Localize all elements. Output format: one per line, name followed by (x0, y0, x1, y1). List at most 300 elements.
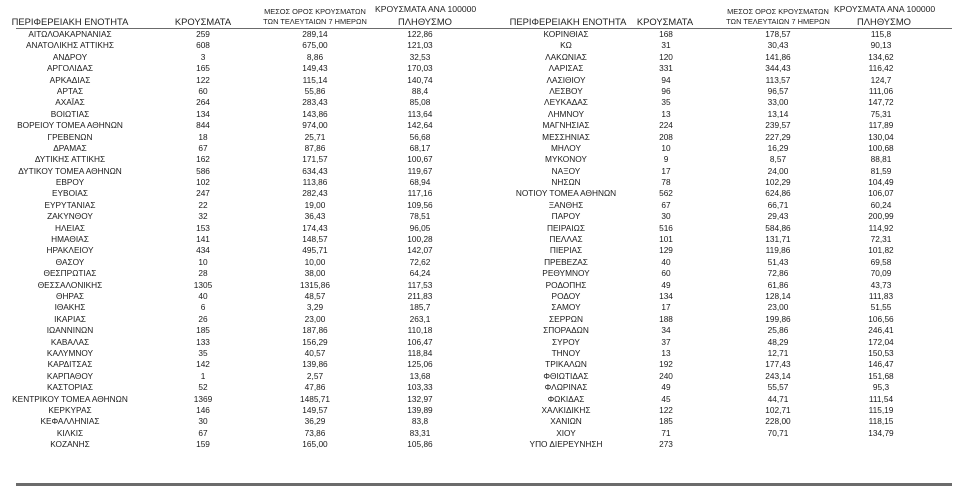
table-row (486, 314, 972, 325)
cases-cell: 60 (198, 85, 208, 96)
region-name-cell: ΦΛΩΡΙΝΑΣ (544, 382, 588, 393)
avg7-cell: 23,00 (304, 313, 326, 324)
cases-cell: 1 (200, 370, 206, 381)
cases-cell: 13 (661, 347, 671, 358)
cases-cell: 22 (198, 199, 208, 210)
cases-cell: 240 (659, 370, 673, 381)
table-row (0, 291, 486, 302)
avg7-cell: 12,71 (767, 347, 789, 358)
avg7-cell: 584,86 (765, 222, 791, 233)
cases-cell: 67 (661, 199, 671, 210)
cases-cell: 101 (659, 234, 673, 245)
table-row (486, 200, 972, 211)
cases-cell: 134 (196, 108, 210, 119)
cases-cell: 129 (659, 245, 673, 256)
table-row (486, 405, 972, 416)
cases-cell: 120 (659, 51, 673, 62)
region-name-cell: ΧΑΝΙΩΝ (550, 416, 582, 427)
cases-cell: 133 (196, 336, 210, 347)
avg7-cell: 10,00 (304, 256, 326, 267)
cases-cell: 165 (196, 63, 210, 74)
table-row (0, 416, 486, 427)
avg7-cell: 156,29 (302, 336, 328, 347)
region-name-cell: ΑΙΤΩΛΟΑΚΑΡΝΑΝΙΑΣ (28, 29, 112, 39)
cases-cell: 30 (198, 416, 208, 427)
region-name-cell: ΣΥΡΟΥ (552, 336, 580, 347)
left-table-body (0, 29, 486, 450)
left-header-avg-line2: ΤΩΝ ΤΕΛΕΥΤΑΙΩΝ 7 ΗΜΕΡΩΝ (263, 17, 367, 26)
avg7-cell: 48,57 (304, 290, 326, 301)
avg7-cell: 282,43 (302, 188, 328, 199)
region-name-cell: ΚΑΒΑΛΑΣ (50, 336, 90, 347)
avg7-cell: 139,86 (302, 359, 328, 370)
avg7-cell: 243,14 (765, 370, 791, 381)
table-row (486, 280, 972, 291)
per100k-cell: 96,05 (409, 222, 431, 233)
region-name-cell: ΒΟΡΕΙΟΥ ΤΟΜΕΑ ΑΘΗΝΩΝ (17, 120, 123, 131)
region-name-cell: ΡΟΔΟΠΗΣ (545, 279, 587, 290)
table-row (0, 245, 486, 256)
cases-cell: 141 (196, 234, 210, 245)
avg7-cell: 131,71 (765, 234, 791, 245)
cases-cell: 122 (196, 74, 210, 85)
per100k-cell: 83,8 (411, 416, 429, 427)
table-row (0, 154, 486, 165)
region-name-cell: ΗΛΕΙΑΣ (54, 222, 86, 233)
table-row (486, 177, 972, 188)
cases-cell: 71 (661, 427, 671, 438)
per100k-cell: 146,47 (868, 359, 894, 370)
region-name-cell: ΕΥΡΥΤΑΝΙΑΣ (44, 199, 96, 210)
region-name-cell: ΠΙΕΡΙΑΣ (549, 245, 583, 256)
avg7-cell: 25,86 (767, 325, 789, 336)
region-name-cell: ΓΡΕΒΕΝΩΝ (47, 131, 93, 142)
region-name-cell: ΑΡΓΟΛΙΔΑΣ (47, 63, 93, 74)
avg7-cell: 115,14 (302, 74, 328, 85)
avg7-cell: 178,57 (765, 29, 791, 39)
per100k-cell: 111,83 (868, 290, 894, 301)
table-row (486, 359, 972, 370)
avg7-cell: 113,57 (765, 74, 791, 85)
region-name-cell: ΖΑΚΥΝΘΟΥ (47, 211, 93, 222)
per100k-cell: 118,15 (868, 416, 894, 427)
per100k-cell: 51,55 (870, 302, 892, 313)
avg7-cell: 24,00 (767, 165, 789, 176)
table-row (486, 439, 972, 450)
avg7-cell: 87,86 (304, 142, 326, 153)
table-row (486, 166, 972, 177)
table-row (0, 337, 486, 348)
avg7-cell: 102,29 (765, 177, 791, 188)
cases-cell: 259 (196, 29, 210, 39)
cases-cell: 208 (659, 131, 673, 142)
per100k-cell: 113,64 (407, 108, 433, 119)
cases-cell: 49 (661, 279, 671, 290)
table-row (0, 371, 486, 382)
per100k-cell: 142,07 (407, 245, 433, 256)
cases-cell: 1305 (193, 279, 213, 290)
avg7-cell: 8,57 (769, 154, 787, 165)
cases-cell: 153 (196, 222, 210, 233)
region-name-cell: ΞΑΝΘΗΣ (548, 199, 584, 210)
table-row (0, 405, 486, 416)
avg7-cell: 25,71 (304, 131, 326, 142)
region-name-cell: ΔΥΤΙΚΟΥ ΤΟΜΕΑ ΑΘΗΝΩΝ (18, 165, 122, 176)
table-row (0, 325, 486, 336)
per100k-cell: 95,3 (872, 382, 890, 393)
region-name-cell: ΘΕΣΣΑΛΟΝΙΚΗΣ (37, 279, 103, 290)
right-header-cases: ΚΡΟΥΣΜΑΤΑ (636, 16, 694, 27)
cases-cell: 34 (661, 325, 671, 336)
cases-cell: 146 (196, 404, 210, 415)
per100k-cell: 110,18 (407, 325, 433, 336)
per100k-cell: 83,31 (409, 427, 431, 438)
region-name-cell: ΒΟΙΩΤΙΑΣ (50, 108, 90, 119)
avg7-cell: 51,43 (767, 256, 789, 267)
cases-cell: 26 (198, 313, 208, 324)
per100k-cell: 118,84 (407, 347, 433, 358)
table-row (0, 200, 486, 211)
region-name-cell: ΘΑΣΟΥ (55, 256, 85, 267)
cases-cell: 37 (661, 336, 671, 347)
per100k-cell: 151,68 (868, 370, 894, 381)
region-name-cell: ΛΕΣΒΟΥ (549, 85, 583, 96)
per100k-cell: 56,68 (409, 131, 431, 142)
cases-cell: 224 (659, 120, 673, 131)
avg7-cell: 70,71 (767, 427, 789, 438)
table-row (486, 382, 972, 393)
region-name-cell: ΥΠΟ ΔΙΕΡΕΥΝΗΣΗ (529, 439, 603, 450)
cases-cell: 94 (661, 74, 671, 85)
avg7-cell: 143,86 (302, 108, 328, 119)
avg7-cell: 55,86 (304, 85, 326, 96)
avg7-cell: 36,29 (304, 416, 326, 427)
table-row (486, 245, 972, 256)
avg7-cell: 675,00 (302, 40, 328, 51)
per100k-cell: 103,33 (407, 382, 433, 393)
table-row (0, 223, 486, 234)
region-name-cell: ΘΗΡΑΣ (55, 290, 85, 301)
per100k-cell: 104,49 (868, 177, 894, 188)
cases-cell: 185 (659, 416, 673, 427)
region-name-cell: ΛΑΡΙΣΑΣ (548, 63, 584, 74)
per100k-cell: 43,73 (870, 279, 892, 290)
per100k-cell: 32,53 (409, 51, 431, 62)
cases-cell: 35 (198, 347, 208, 358)
per100k-cell: 75,31 (870, 108, 892, 119)
cases-cell: 9 (663, 154, 669, 165)
right-header-region: ΠΕΡΙΦΕΡΕΙΑΚΗ ΕΝΟΤΗΤΑ (509, 16, 627, 27)
region-name-cell: ΤΗΝΟΥ (551, 347, 581, 358)
table-row (0, 280, 486, 291)
per100k-cell: 100,28 (407, 234, 433, 245)
avg7-cell: 634,43 (302, 165, 328, 176)
per100k-cell: 117,53 (407, 279, 433, 290)
cases-cell: 516 (659, 222, 673, 233)
per100k-cell: 64,24 (409, 268, 431, 279)
avg7-cell: 13,14 (767, 108, 789, 119)
per100k-cell: 88,81 (870, 154, 892, 165)
per100k-cell: 109,56 (407, 199, 433, 210)
per100k-cell: 60,24 (870, 199, 892, 210)
cases-cell: 17 (661, 165, 671, 176)
table-row (486, 143, 972, 154)
cases-cell: 586 (196, 165, 210, 176)
table-row (486, 154, 972, 165)
avg7-cell: 44,71 (767, 393, 789, 404)
avg7-cell: 30,43 (767, 40, 789, 51)
cases-cell: 102 (196, 177, 210, 188)
avg7-cell: 141,86 (765, 51, 791, 62)
per100k-cell: 68,17 (409, 142, 431, 153)
table-row (486, 223, 972, 234)
region-name-cell: ΗΡΑΚΛΕΙΟΥ (46, 245, 94, 256)
cases-cell: 134 (659, 290, 673, 301)
region-name-cell: ΦΘΙΩΤΙΔΑΣ (543, 370, 589, 381)
table-row (0, 314, 486, 325)
cases-cell: 3 (200, 51, 206, 62)
region-name-cell: ΡΕΘΥΜΝΟΥ (542, 268, 590, 279)
avg7-cell: 148,57 (302, 234, 328, 245)
table-row (0, 40, 486, 51)
avg7-cell: 36,43 (304, 211, 326, 222)
per100k-cell: 70,09 (870, 268, 892, 279)
region-name-cell: ΠΕΙΡΑΙΩΣ (547, 222, 585, 233)
avg7-cell: 47,86 (304, 382, 326, 393)
region-name-cell: ΜΕΣΣΗΝΙΑΣ (542, 131, 590, 142)
avg7-cell: 55,57 (767, 382, 789, 393)
cases-cell: 142 (196, 359, 210, 370)
per100k-cell: 81,59 (870, 165, 892, 176)
cases-cell: 17 (661, 302, 671, 313)
avg7-cell: 974,00 (302, 120, 328, 131)
per100k-cell: 211,83 (407, 290, 433, 301)
cases-cell: 562 (659, 188, 673, 199)
per100k-cell: 88,4 (411, 85, 429, 96)
per100k-cell: 114,92 (868, 222, 894, 233)
per100k-cell: 124,7 (870, 74, 892, 85)
per100k-cell: 121,03 (407, 40, 433, 51)
avg7-cell: 624,86 (765, 188, 791, 199)
cases-cell: 10 (198, 256, 208, 267)
per100k-cell: 200,99 (868, 211, 894, 222)
table-row (486, 75, 972, 86)
right-header-per100k-line1: ΚΡΟΥΣΜΑΤΑ ΑΝΑ 100000 (834, 4, 936, 14)
cases-cell: 162 (196, 154, 210, 165)
cases-cell: 434 (196, 245, 210, 256)
avg7-cell: 227,29 (765, 131, 791, 142)
region-name-cell: ΚΕΝΤΡΙΚΟΥ ΤΟΜΕΑ ΑΘΗΝΩΝ (12, 393, 128, 404)
table-row (486, 86, 972, 97)
region-name-cell: ΝΗΣΩΝ (551, 177, 581, 188)
avg7-cell: 128,14 (765, 290, 791, 301)
per100k-cell: 116,42 (868, 63, 894, 74)
region-name-cell: ΑΧΑΪΑΣ (55, 97, 85, 108)
table-row (486, 394, 972, 405)
cases-cell: 60 (661, 268, 671, 279)
per100k-cell: 119,67 (407, 165, 433, 176)
right-header-per100k-line2: ΠΛΗΘΥΣΜΟ (857, 16, 911, 27)
region-name-cell: ΑΝΑΤΟΛΙΚΗΣ ΑΤΤΙΚΗΣ (25, 40, 115, 51)
avg7-cell: 3,29 (306, 302, 324, 313)
per100k-cell: 142,64 (407, 120, 433, 131)
table-row (0, 188, 486, 199)
cases-cell: 67 (198, 427, 208, 438)
region-name-cell: ΜΑΓΝΗΣΙΑΣ (542, 120, 590, 131)
cases-cell: 31 (661, 40, 671, 51)
cases-cell: 6 (200, 302, 206, 313)
cases-cell: 32 (198, 211, 208, 222)
left-header-cases: ΚΡΟΥΣΜΑΤΑ (174, 16, 232, 27)
table-row (0, 63, 486, 74)
region-name-cell: ΣΕΡΡΩΝ (549, 313, 583, 324)
avg7-cell: 187,86 (302, 325, 328, 336)
region-name-cell: ΗΜΑΘΙΑΣ (51, 234, 89, 245)
cases-cell: 10 (661, 142, 671, 153)
per100k-cell: 147,72 (868, 97, 894, 108)
cases-cell: 122 (659, 404, 673, 415)
table-row (0, 382, 486, 393)
left-header-per100k-line1: ΚΡΟΥΣΜΑΤΑ ΑΝΑ 100000 (375, 4, 477, 14)
table-row (486, 416, 972, 427)
table-row (0, 439, 486, 450)
region-name-cell: ΣΑΜΟΥ (551, 302, 581, 313)
per100k-cell: 13,68 (409, 370, 431, 381)
avg7-cell: 16,29 (767, 142, 789, 153)
table-row (0, 166, 486, 177)
table-row (0, 132, 486, 143)
table-row (486, 302, 972, 313)
per100k-cell: 139,89 (407, 404, 433, 415)
avg7-cell: 48,29 (767, 336, 789, 347)
region-name-cell: ΛΑΚΩΝΙΑΣ (545, 51, 587, 62)
right-header-avg-line1: ΜΕΣΟΣ ΟΡΟΣ ΚΡΟΥΣΜΑΤΩΝ (727, 7, 829, 16)
region-name-cell: ΚΑΣΤΟΡΙΑΣ (46, 382, 94, 393)
cases-cell: 30 (661, 211, 671, 222)
region-name-cell: ΜΗΛΟΥ (551, 142, 581, 153)
avg7-cell: 2,57 (306, 370, 324, 381)
region-name-cell: ΚΑΡΠΑΘΟΥ (46, 370, 94, 381)
table-row (486, 257, 972, 268)
region-name-cell: ΝΟΤΙΟΥ ΤΟΜΕΑ ΑΘΗΝΩΝ (515, 188, 617, 199)
cases-cell: 40 (198, 290, 208, 301)
avg7-cell: 239,57 (765, 120, 791, 131)
region-name-cell: ΛΑΣΙΘΙΟΥ (546, 74, 586, 85)
avg7-cell: 96,57 (767, 85, 789, 96)
avg7-cell: 113,86 (302, 177, 328, 188)
table-row (0, 109, 486, 120)
region-name-cell: ΦΩΚΙΔΑΣ (547, 393, 585, 404)
avg7-cell: 344,43 (765, 63, 791, 74)
cases-cell: 844 (196, 120, 210, 131)
region-name-cell: ΘΕΣΠΡΩΤΙΑΣ (43, 268, 97, 279)
table-row (0, 86, 486, 97)
per100k-cell: 115,8 (870, 29, 892, 39)
table-row (486, 337, 972, 348)
avg7-cell: 149,57 (302, 404, 328, 415)
avg7-cell: 283,43 (302, 97, 328, 108)
per100k-cell: 134,79 (868, 427, 894, 438)
cases-cell: 49 (661, 382, 671, 393)
table-row (486, 109, 972, 120)
region-name-cell: ΑΝΔΡΟΥ (52, 51, 88, 62)
avg7-cell: 289,14 (302, 29, 328, 39)
cases-cell: 247 (196, 188, 210, 199)
cases-cell: 67 (198, 142, 208, 153)
table-row (0, 211, 486, 222)
region-name-cell: ΧΙΟΥ (556, 427, 576, 438)
right-header-avg-line2: ΤΩΝ ΤΕΛΕΥΤΑΙΩΝ 7 ΗΜΕΡΩΝ (726, 17, 830, 26)
per100k-cell: 68,94 (409, 177, 431, 188)
cases-cell: 264 (196, 97, 210, 108)
avg7-cell: 38,00 (304, 268, 326, 279)
per100k-cell: 134,62 (868, 51, 894, 62)
cases-cell: 96 (661, 85, 671, 96)
region-name-cell: ΚΑΡΔΙΤΣΑΣ (47, 359, 93, 370)
region-name-cell: ΚΟΡΙΝΘΙΑΣ (543, 29, 589, 39)
table-row (486, 52, 972, 63)
per100k-cell: 122,86 (407, 29, 433, 39)
per100k-cell: 78,51 (409, 211, 431, 222)
table-row (0, 359, 486, 370)
per100k-cell: 117,89 (868, 120, 894, 131)
region-name-cell: ΠΑΡΟΥ (551, 211, 581, 222)
region-name-cell: ΙΩΑΝΝΙΝΩΝ (46, 325, 94, 336)
avg7-cell: 495,71 (302, 245, 328, 256)
region-name-cell: ΕΥΒΟΙΑΣ (51, 188, 89, 199)
table-row (0, 302, 486, 313)
cases-cell: 185 (196, 325, 210, 336)
table-row (486, 325, 972, 336)
region-name-cell: ΚΙΛΚΙΣ (56, 427, 84, 438)
region-name-cell: ΔΥΤΙΚΗΣ ΑΤΤΙΚΗΣ (34, 154, 106, 165)
table-row (486, 188, 972, 199)
per100k-cell: 106,07 (868, 188, 894, 199)
per100k-cell: 140,74 (407, 74, 433, 85)
cases-cell: 45 (661, 393, 671, 404)
table-row (486, 132, 972, 143)
table-row (0, 348, 486, 359)
per100k-cell: 100,67 (407, 154, 433, 165)
avg7-cell: 171,57 (302, 154, 328, 165)
right-table-body (486, 29, 972, 450)
table-row (486, 291, 972, 302)
region-name-cell: ΚΕΡΚΥΡΑΣ (48, 404, 92, 415)
region-name-cell: ΙΘΑΚΗΣ (54, 302, 86, 313)
table-row (0, 143, 486, 154)
region-name-cell: ΙΚΑΡΙΑΣ (54, 313, 86, 324)
table-row (0, 97, 486, 108)
table-row (486, 268, 972, 279)
region-name-cell: ΡΟΔΟΥ (551, 290, 581, 301)
per100k-cell: 105,86 (407, 439, 433, 450)
avg7-cell: 19,00 (304, 199, 326, 210)
avg7-cell: 228,00 (765, 416, 791, 427)
per100k-cell: 115,19 (868, 404, 894, 415)
cases-cell: 188 (659, 313, 673, 324)
avg7-cell: 8,86 (306, 51, 324, 62)
per100k-cell: 185,7 (409, 302, 431, 313)
table-row (0, 75, 486, 86)
avg7-cell: 1485,71 (300, 393, 330, 404)
avg7-cell: 23,00 (767, 302, 789, 313)
region-name-cell: ΑΡΚΑΔΙΑΣ (49, 74, 91, 85)
table-row (0, 120, 486, 131)
cases-cell: 1369 (193, 393, 213, 404)
avg7-cell: 199,86 (765, 313, 791, 324)
region-name-cell: ΤΡΙΚΑΛΩΝ (545, 359, 587, 370)
table-row (486, 211, 972, 222)
